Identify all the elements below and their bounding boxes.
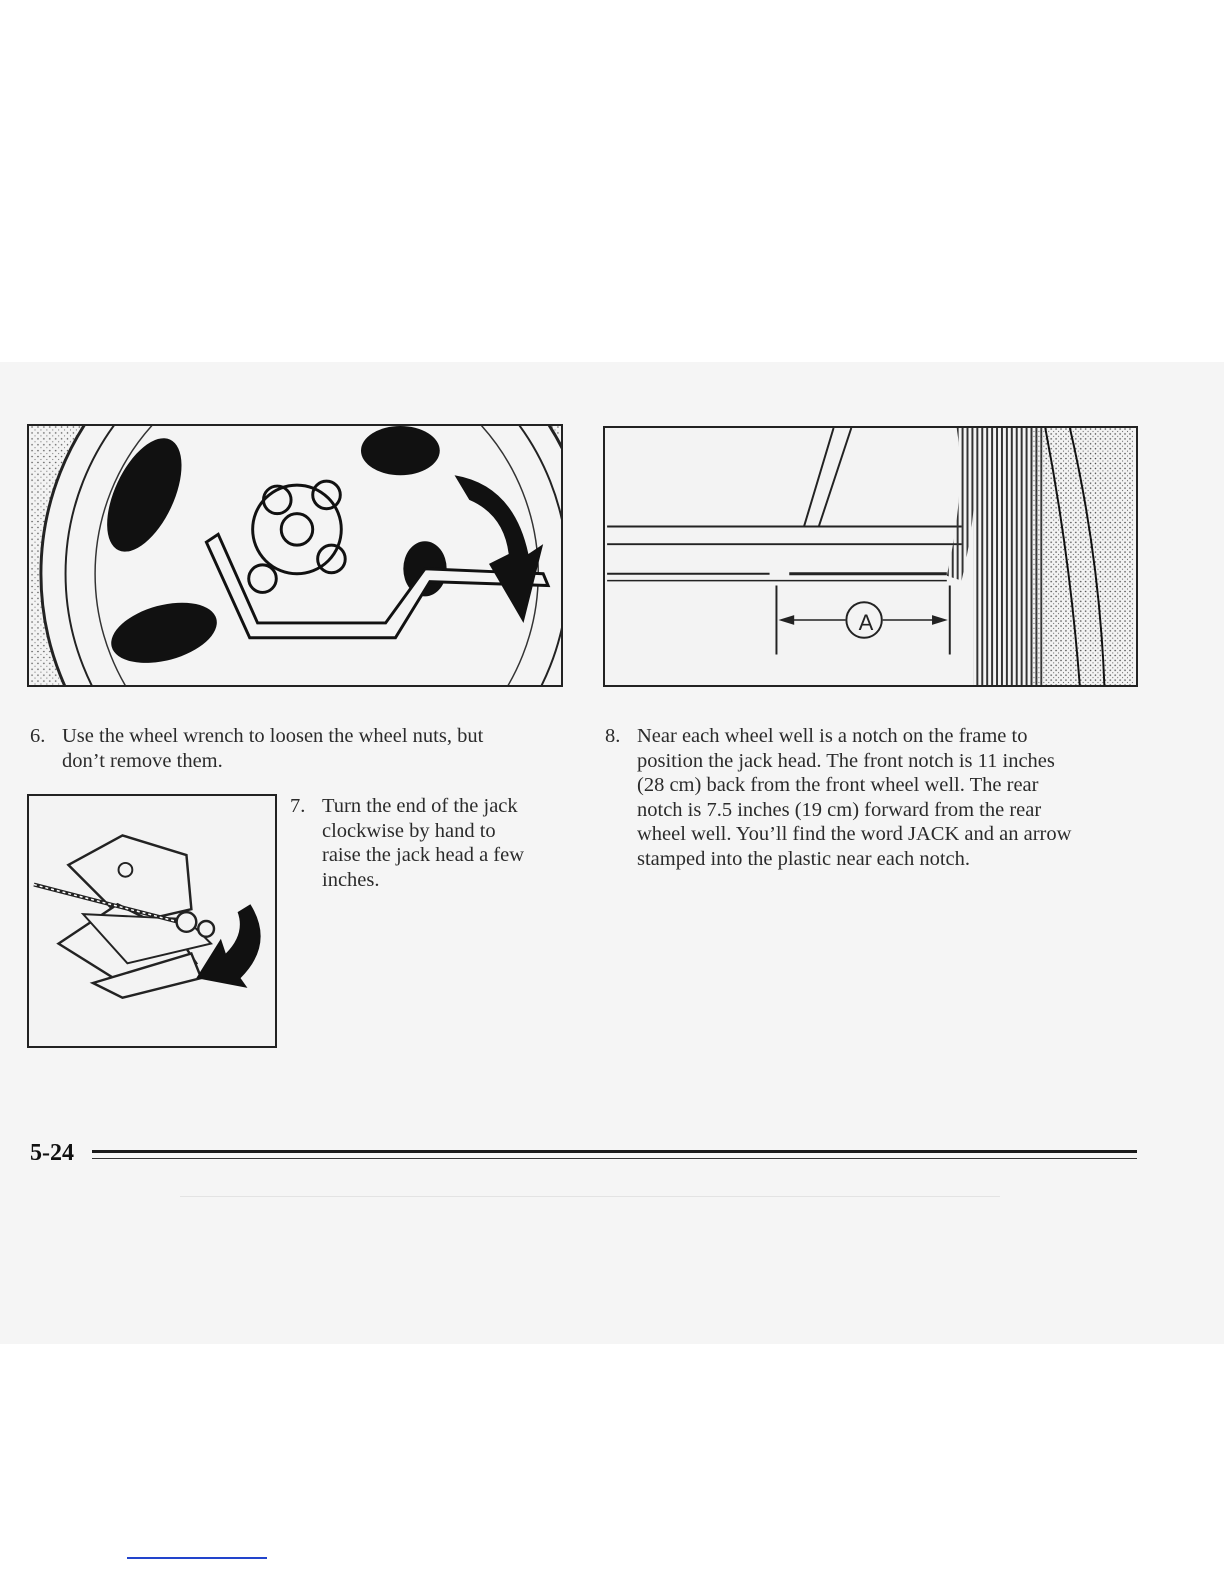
page-number: 5-24 xyxy=(30,1140,74,1166)
step-7-line-4: inches. xyxy=(322,868,380,891)
wheel-wrench-icon xyxy=(29,426,561,685)
step-7-line-1: Turn the end of the jack xyxy=(322,795,518,817)
step-8-line-4: notch is 7.5 inches (19 cm) forward from the rear xyxy=(637,798,1042,821)
step-8-line-2: position the jack head. The front notch is 11 inches xyxy=(637,749,1055,772)
step-6-line-1: Use the wheel wrench to loosen the wheel nuts, but xyxy=(62,725,484,747)
step-7-line-2: clockwise by hand to xyxy=(322,819,496,842)
step-8-line-6: stamped into the plastic near each notch. xyxy=(637,847,971,870)
frame-notch-figure xyxy=(603,426,1138,687)
callout-a-label: A xyxy=(858,610,874,635)
step-7-number: 7. xyxy=(290,795,306,817)
step-8-line-5: wheel well. You’ll find the word JACK and an arrow xyxy=(637,823,1072,845)
footer-rule-thin xyxy=(92,1158,1137,1159)
step-8-line-3: (28 cm) back from the front wheel well. The rear xyxy=(637,774,1039,796)
scissor-jack-icon xyxy=(29,796,275,1046)
step-8-number: 8. xyxy=(605,725,621,747)
step-6-number: 6. xyxy=(30,725,46,747)
step-6-line-2: don’t remove them. xyxy=(62,749,223,772)
wheel-wrench-figure xyxy=(27,424,563,687)
step-7-line-3: raise the jack head a few xyxy=(322,844,525,866)
footer-rule-faint xyxy=(180,1196,1000,1197)
footer-rule xyxy=(92,1150,1137,1153)
jack-figure xyxy=(27,794,277,1048)
bottom-link-underline xyxy=(127,1557,267,1559)
step-8-line-1: Near each wheel well is a notch on the frame to xyxy=(637,725,1028,747)
